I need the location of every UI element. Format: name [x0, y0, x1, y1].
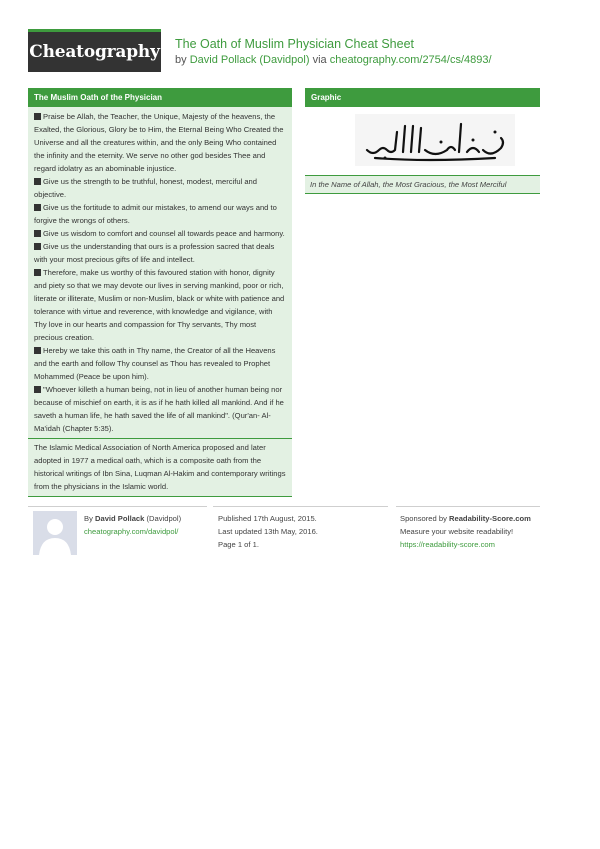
logo-text: Cheatography [29, 42, 160, 62]
by-prefix: by [175, 54, 187, 66]
via-text: via [312, 54, 327, 66]
footer-author [84, 512, 181, 538]
list-item: Praise be Allah, the Teacher, the Unique, Majesty of the heavens, the Exalted, the Glorious, Glory be to Him, the Eternal Being Who Created the Universe and all the creatures within, and the only Being Who contained the infinity and the eternity. We serve no other god besides Thee and regard idolatry as an abominable injustice. [34, 112, 284, 173]
published-date: Published 17th August, 2015. [218, 514, 317, 523]
sponsor-label: Sponsored by [400, 514, 447, 523]
author-profile-link[interactable]: cheatography.com/davidpol/ [84, 527, 179, 536]
page-count: Page 1 of 1. [218, 540, 259, 549]
sponsor-link[interactable]: https://readability-score.com [400, 540, 495, 549]
author-name: David Pollack [95, 514, 145, 523]
graphic-section-heading: Graphic [305, 88, 540, 107]
bullet-square-icon [34, 243, 41, 250]
bullet-square-icon [34, 347, 41, 354]
sheet-url-link[interactable]: cheatography.com/2754/cs/4893/ [329, 54, 492, 66]
graphic-area [305, 107, 540, 175]
footer-divider [396, 506, 540, 507]
oath-items-list [28, 107, 292, 438]
sponsor-tagline: Measure your website readability! [400, 527, 514, 536]
oath-section-heading: The Muslim Oath of the Physician [28, 88, 292, 107]
footer-divider [213, 506, 388, 507]
oath-note: The Islamic Medical Association of North America proposed and later adopted in 1977 a medical oath, which is a composite oath from the historical writings of Ibn Sina, Luqman Al-Hakim and contemporary writings from the physicians in the Islamic world. [28, 438, 292, 497]
graphic-section [305, 88, 540, 194]
bullet-square-icon [34, 178, 41, 185]
bismillah-calligraphy-image [355, 114, 515, 166]
list-item: "Whoever killeth a human being, not in lieu of another human being nor because of mischief on earth, it is as if he hath killed all mankind. And if he saveth a human life, he hath saved the life of all mankind". (Qur'an- Al-Ma'idah (Chapter 5:35). [34, 385, 284, 433]
bullet-square-icon [34, 269, 41, 276]
user-silhouette-icon [33, 511, 77, 555]
oath-section [28, 88, 292, 497]
footer-sponsor [400, 512, 531, 551]
list-item: Hereby we take this oath in Thy name, the Creator of all the Heavens and the earth and follow Thy counsel as Thou has revealed to Prophet Mohammed (Peace be upon him). [34, 346, 276, 381]
list-item: Give us the strength to be truthful, honest, modest, merciful and objective. [34, 177, 258, 199]
sponsor-name: Readability-Score.com [449, 514, 531, 523]
bullet-square-icon [34, 386, 41, 393]
list-item: Therefore, make us worthy of this favoured station with honor, dignity and piety so that we may devote our lives in serving mankind, poor or rich, literate or illiterate, Muslim or non-Muslim, black or white with patience and tolerance with virtue and reverence, with knowledge and vigilance, with Thy love in our hearts and compassion for Thy servants, Thy most precious creation. [34, 268, 285, 342]
bullet-square-icon [34, 230, 41, 237]
footer-dates [218, 512, 318, 551]
bullet-square-icon [34, 113, 41, 120]
author-handle: (Davidpol) [146, 514, 182, 523]
footer-divider [28, 506, 207, 507]
cheatography-logo[interactable] [28, 29, 161, 72]
avatar[interactable] [33, 511, 77, 555]
page-title: The Oath of Muslim Physician Cheat Sheet [175, 37, 415, 51]
graphic-caption: In the Name of Allah, the Most Gracious, the Most Merciful [305, 175, 540, 194]
calligraphy-icon [355, 114, 515, 166]
author-link[interactable]: David Pollack (Davidpol) [189, 54, 310, 66]
list-item: Give us the fortitude to admit our mistakes, to amend our ways and to forgive the wrongs of others. [34, 203, 277, 225]
list-item: Give us the understanding that ours is a profession sacred that deals with your most precious gifts of life and intellect. [34, 242, 275, 264]
byline [175, 54, 492, 66]
updated-date: Last updated 13th May, 2016. [218, 527, 318, 536]
list-item: Give us wisdom to comfort and counsel all towards peace and harmony. [34, 227, 286, 240]
bullet-square-icon [34, 204, 41, 211]
by-label: By [84, 514, 93, 523]
